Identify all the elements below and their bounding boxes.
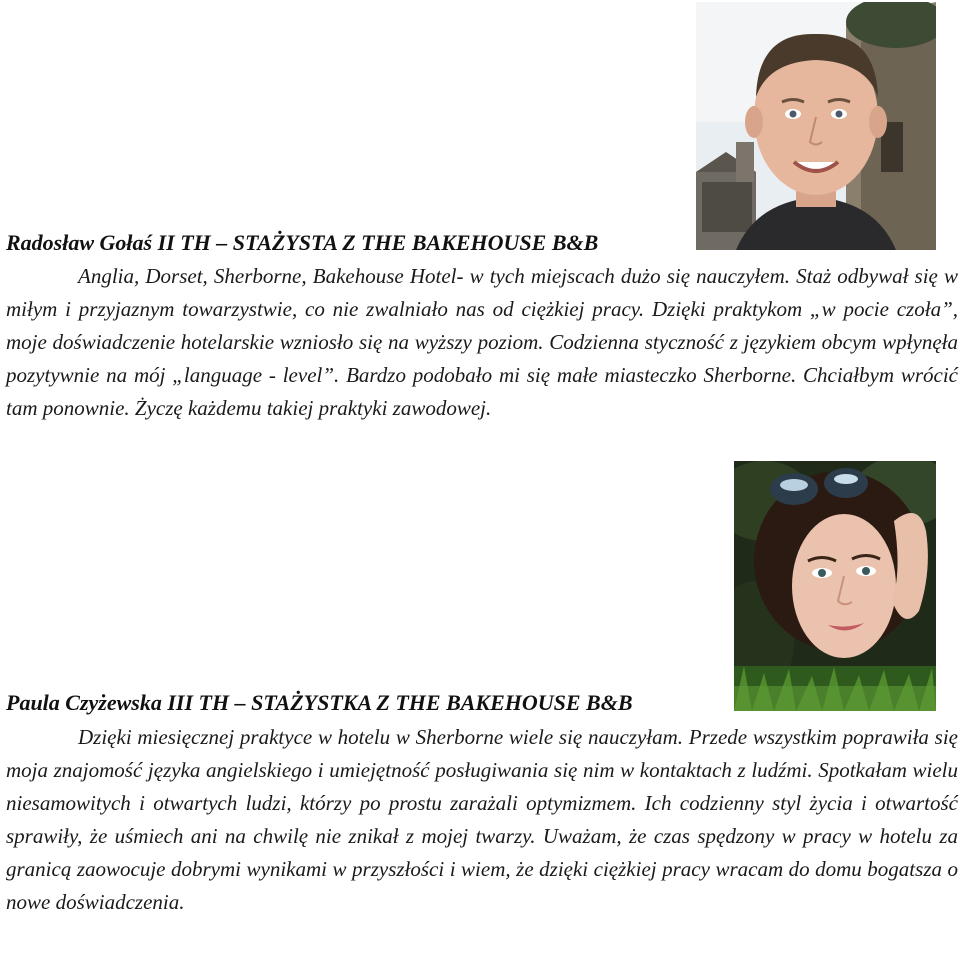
testimonial-paula bbox=[6, 721, 958, 919]
testimonial-text: Anglia, Dorset, Sherborne, Bakehouse Hotel- w tych miejscach dużo się nauczyłem. Staż odbywał się w miłym i przyjaznym towarzystwie, co nie zwalniało nas od ciężkiej pracy. Dzięki praktykom „w pocie czoła”, moje doświadczenie hotelarskie wzniosło się na wyższy poziom. Codzienna styczność z językiem obcym wpłynęła pozytywnie na mój „language - level”. Bardzo podobało mi się małe miasteczko Sherborne. Chciałbym wrócić tam ponownie. Życzę każdemu takiej praktyki zawodowej. bbox=[6, 264, 958, 420]
intern-heading-paula: Paula Czyżewska III TH – STAŻYSTKA Z THE BAKEHOUSE B&B bbox=[6, 690, 633, 715]
testimonial-text: Dzięki miesięcznej praktyce w hotelu w Sherborne wiele się nauczyłam. Przede wszystkim poprawiła się moja znajomość języka angielskiego i umiejętność posługiwania się nim w kontaktach z ludźmi. Spotkałam wielu niesamowitych i otwartych ludzi, którzy po prostu zarażali optymizmem. Ich codzienny styl życia i otwartość sprawiły, że uśmiech ani na chwilę nie znikał z mojej twarzy. Uważam, że czas spędzony w pracy w hotelu za granicą zaowocuje dobrymi wynikami w przyszłości i wiem, że dzięki ciężkiej pracy wracam do domu bogatsza o nowe doświadczenia. bbox=[6, 725, 958, 914]
testimonial-radoslaw bbox=[6, 260, 958, 425]
portrait-photo-paula bbox=[734, 461, 936, 711]
portrait-photo-radoslaw bbox=[696, 2, 936, 250]
intern-heading-radoslaw: Radosław Gołaś II TH – STAŻYSTA Z THE BAKEHOUSE B&B bbox=[6, 230, 599, 255]
